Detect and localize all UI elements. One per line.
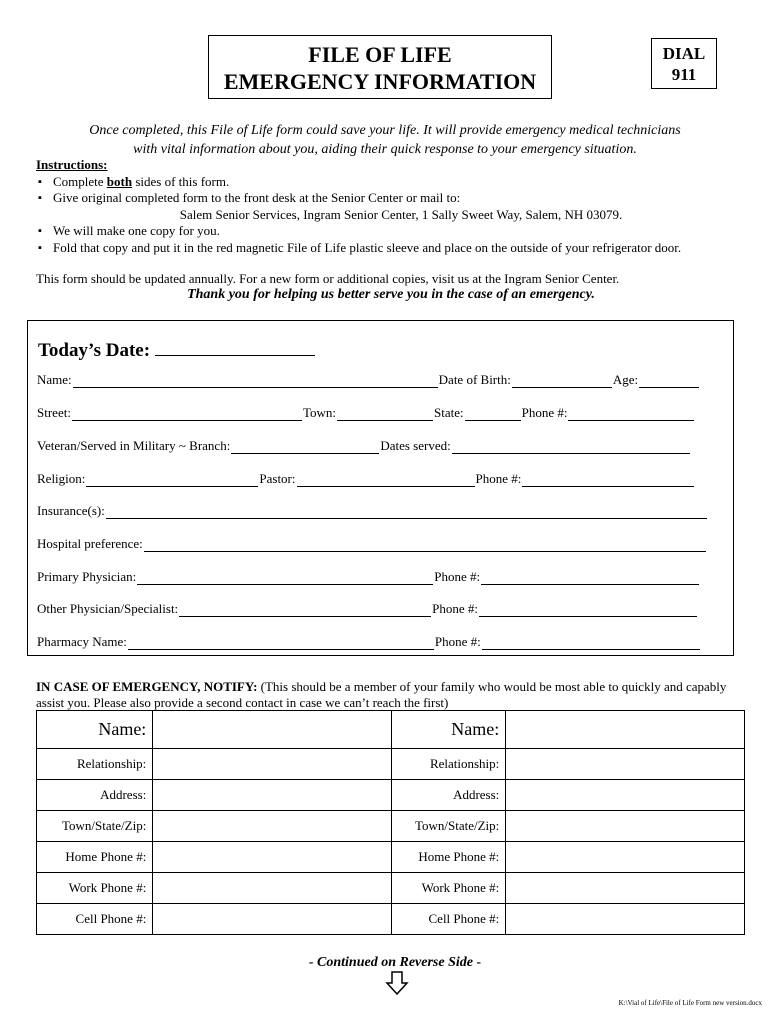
title-box (208, 35, 552, 99)
street-label: Street: (37, 405, 71, 420)
down-arrow-icon (385, 970, 409, 996)
todays-date-row (38, 337, 315, 362)
contact-2-field[interactable] (506, 842, 745, 873)
title-line-1: FILE OF LIFE (308, 42, 452, 67)
dates-served-field[interactable] (452, 439, 690, 454)
pastor-label: Pastor: (259, 471, 296, 486)
continued-note: - Continued on Reverse Side - (308, 955, 482, 970)
hospital-label: Hospital preference: (37, 536, 143, 551)
title-line-2: EMERGENCY INFORMATION (223, 69, 537, 94)
updated-note: This form should be updated annually. For a new form or additional copies, visit us at the Ingram Senior Center. (36, 271, 620, 286)
contact-2-field[interactable] (506, 780, 745, 811)
contact-row (37, 711, 745, 749)
contact-1-field[interactable] (153, 780, 392, 811)
emergency-contacts-table (36, 710, 745, 935)
name-row (37, 372, 700, 388)
intro-line-1: Once completed, this File of Life form could save your life. It will provide emergency medical technicians (89, 123, 681, 138)
instruction-1-bold: both (106, 173, 133, 189)
instruction-3-text: We will make one copy for you. (53, 223, 220, 238)
insurance-field[interactable] (106, 504, 707, 519)
contact-1-label: Work Phone #: (37, 873, 153, 904)
contact-1-field[interactable] (153, 749, 392, 780)
contact-row (37, 780, 745, 811)
instructions-heading: Instructions: (36, 157, 108, 172)
contact-1-field[interactable] (153, 904, 392, 935)
contact-1-label: Relationship: (37, 749, 153, 780)
other-physician-row (37, 601, 698, 617)
other-physician-field[interactable] (179, 602, 431, 617)
other-phone-field[interactable] (479, 602, 697, 617)
contact-2-label: Home Phone #: (392, 842, 506, 873)
contact-row (37, 873, 745, 904)
file-path-footer: K:\Vial of Life\File of Life Form new version.docx (618, 999, 762, 1007)
religion-label: Religion: (37, 471, 86, 486)
veteran-branch-field[interactable] (231, 439, 379, 454)
instruction-item-3 (36, 223, 736, 240)
contact-row (37, 904, 745, 935)
insurance-row (37, 503, 708, 519)
contact-2-field[interactable] (506, 749, 745, 780)
pharmacy-field[interactable] (128, 635, 434, 650)
dob-label: Date of Birth: (438, 372, 511, 387)
state-label: State: (433, 405, 464, 420)
contact-2-field[interactable] (506, 904, 745, 935)
todays-date-label: Today’s Date: (38, 340, 151, 361)
intro-line-2: with vital information about you, aiding their quick response to your emergency situation. (133, 142, 637, 157)
street-field[interactable] (72, 406, 302, 421)
contact-2-field[interactable] (506, 811, 745, 842)
pastor-phone-field[interactable] (522, 472, 694, 487)
instruction-1-prefix: Complete (53, 173, 107, 189)
pharmacy-label: Pharmacy Name: (37, 634, 127, 649)
state-field[interactable] (465, 406, 521, 421)
pastor-field[interactable] (297, 472, 475, 487)
thanks-note: Thank you for helping us better serve you in the case of an emergency. (187, 287, 595, 302)
instruction-item-2 (36, 190, 736, 207)
primary-physician-label: Primary Physician: (37, 569, 137, 584)
dial-line-1: DIAL (662, 44, 706, 63)
other-phone-label: Phone #: (432, 601, 479, 616)
contact-2-label: Address: (392, 780, 506, 811)
contact-1-field[interactable] (153, 873, 392, 904)
todays-date-field[interactable] (155, 337, 315, 356)
contact-2-label: Name: (392, 711, 506, 749)
primary-phone-label: Phone #: (434, 569, 481, 584)
dob-field[interactable] (512, 373, 612, 388)
pharmacy-phone-field[interactable] (482, 635, 700, 650)
dial-911-box (651, 38, 717, 89)
religion-row (37, 471, 695, 487)
contact-1-field[interactable] (153, 811, 392, 842)
instruction-4-text: Fold that copy and put it in the red magnetic File of Life plastic sleeve and place on the outside of your refrigerator door. (53, 239, 682, 255)
pastor-phone-label: Phone #: (475, 471, 522, 486)
insurance-label: Insurance(s): (37, 503, 105, 518)
contact-2-label: Town/State/Zip: (392, 811, 506, 842)
contact-row (37, 811, 745, 842)
town-field[interactable] (337, 406, 433, 421)
pharmacy-row (37, 634, 701, 650)
phone-field[interactable] (568, 406, 694, 421)
veteran-label: Veteran/Served in Military ~ Branch: (37, 438, 231, 453)
age-label: Age: (612, 372, 639, 387)
primary-phone-field[interactable] (481, 570, 699, 585)
address-row (37, 405, 695, 421)
age-field[interactable] (639, 373, 699, 388)
contact-2-label: Work Phone #: (392, 873, 506, 904)
primary-physician-row (37, 569, 700, 585)
contact-1-field[interactable] (153, 842, 392, 873)
intro-text (40, 121, 730, 159)
contact-1-label: Address: (37, 780, 153, 811)
notify-heading: IN CASE OF EMERGENCY, NOTIFY: (36, 679, 258, 694)
name-field[interactable] (73, 373, 438, 388)
instruction-item-4 (36, 240, 736, 257)
town-label: Town: (302, 405, 336, 420)
other-physician-label: Other Physician/Specialist: (37, 601, 179, 616)
contact-row (37, 749, 745, 780)
contact-1-label: Home Phone #: (37, 842, 153, 873)
religion-field[interactable] (86, 472, 258, 487)
veteran-row (37, 438, 691, 454)
instruction-item-1 (36, 174, 736, 191)
instruction-1-suffix: sides of this form. (132, 173, 230, 189)
notify-description: (This should be a member of your family who would be most able to quickly and capably assist you. Please also provide a second contact in case we can’t reach the first) (36, 679, 727, 710)
name-label: Name: (37, 372, 72, 387)
instructions (36, 157, 736, 256)
dates-served-label: Dates served: (380, 438, 451, 453)
contact-1-label: Name: (37, 711, 153, 749)
contact-1-field[interactable] (153, 711, 392, 749)
pharmacy-phone-label: Phone #: (434, 634, 481, 649)
contact-2-field[interactable] (506, 873, 745, 904)
dial-line-2: 911 (671, 65, 697, 84)
phone-label: Phone #: (521, 405, 568, 420)
contact-1-label: Town/State/Zip: (37, 811, 153, 842)
contact-row (37, 842, 745, 873)
emergency-notify-text (36, 679, 746, 711)
instruction-2-text: Give original completed form to the front desk at the Senior Center or mail to: (53, 190, 461, 205)
contact-2-label: Relationship: (392, 749, 506, 780)
hospital-field[interactable] (144, 537, 706, 552)
contact-1-label: Cell Phone #: (37, 904, 153, 935)
primary-physician-field[interactable] (137, 570, 433, 585)
hospital-row (37, 536, 707, 552)
mailing-address: Salem Senior Services, Ingram Senior Center, 1 Sally Sweet Way, Salem, NH 03079. (179, 206, 623, 222)
contact-2-label: Cell Phone #: (392, 904, 506, 935)
contact-2-field[interactable] (506, 711, 745, 749)
